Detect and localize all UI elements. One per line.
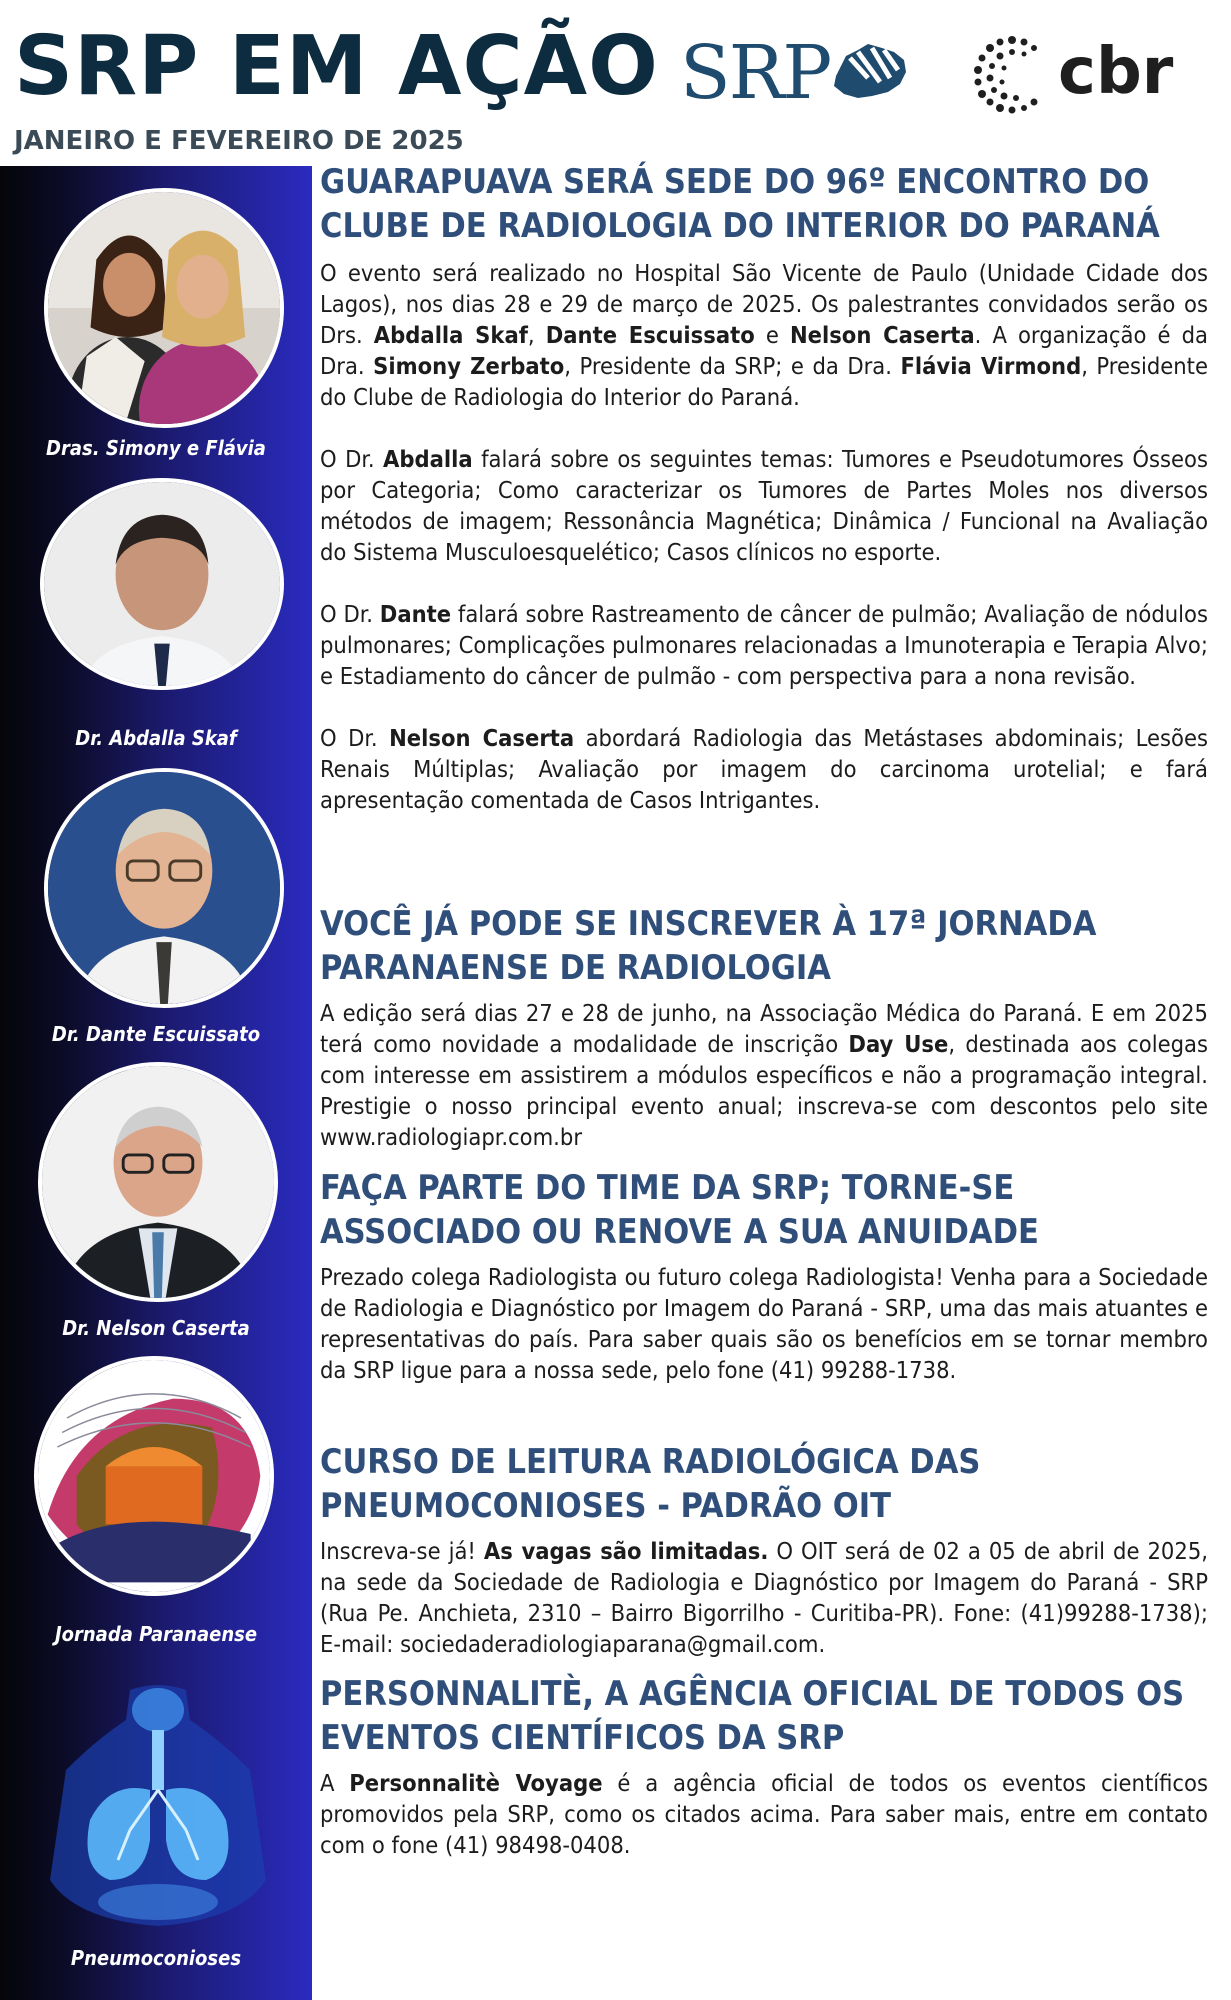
caption-simony-flavia: Dras. Simony e Flávia [46, 436, 266, 460]
cbr-logo-text: cbr [1058, 35, 1174, 109]
photo-dante-escuissato [44, 768, 284, 1008]
caption-nelson-caserta: Dr. Nelson Caserta [62, 1316, 250, 1340]
article-paragraph: O Dr. Abdalla falará sobre os seguintes temas: Tumores e Pseudotumores Ósseos por Categoria; Como caracterizar os Tumores de Partes Moles nos diversos métodos de imagem; Ressonância Magnética; Dinâmica / Funcional na Avaliação do Sistema Musculoesquelético; Casos clínicos no esporte. [320, 445, 1208, 566]
caption-pneumoconioses: Pneumoconioses [70, 1946, 242, 1970]
article-headline: VOCÊ JÁ PODE SE INSCREVER À 17ª JORNADA PARANAENSE DE RADIOLOGIA [320, 904, 1097, 988]
article-paragraph: O evento será realizado no Hospital São Vicente de Paulo (Unidade Cidade dos Lagos), nos dias 28 e 29 de março de 2025. Os palestrantes convidados serão os Drs. Abdalla Skaf, Dante Escuissato e Nelson Caserta. A organização é da Dra. Simony Zerbato, Presidente da SRP; e da Dra. Flávia Virmond, Presidente do Clube de Radiologia do Interior do Paraná. [320, 259, 1209, 411]
article-paragraph: Inscreva-se já! As vagas são limitadas. O OIT será de 02 a 05 de abril de 2025, na sede da Sociedade de Radiologia e Diagnóstico por Imagem do Paraná - SRP (Rua Pe. Anchieta, 2310 – Bairro Bigorrilho - Curitiba-PR). Fone: (41)99288-1738); E-mail: sociedaderadiologiaparana@gmail.com. [320, 1537, 1208, 1658]
lungs-illustration [40, 1680, 276, 1930]
article-paragraph: A edição será dias 27 e 28 de junho, na Associação Médica do Paraná. E em 2025 terá como novidade a modalidade de inscrição Day Use, destinada aos colegas com interesse em assistirem a módulos específicos e não a programação integral. Prestigie o nosso principal evento anual; inscreva-se com descontos pelo site www.radiologiapr.com.br [320, 999, 1208, 1151]
caption-abdalla-skaf: Dr. Abdalla Skaf [75, 726, 237, 750]
article-jornada [320, 902, 1208, 1153]
caption-dante-escuissato: Dr. Dante Escuissato [51, 1022, 261, 1046]
srp-logo-text: SRP [680, 30, 831, 116]
caption-jornada-paranaense: Jornada Paranaense [54, 1622, 258, 1646]
page-header [0, 0, 1231, 166]
article-associado [320, 1166, 1208, 1386]
photo-nelson-caserta [38, 1062, 278, 1302]
photo-jornada-paranaense [34, 1356, 274, 1596]
article-headline: CURSO DE LEITURA RADIOLÓGICA DAS PNEUMOCONIOSES - PADRÃO OIT [320, 1442, 981, 1526]
page-title: SRP EM AÇÃO [14, 19, 659, 114]
parana-map-icon [828, 38, 910, 104]
article-guarapuava [320, 160, 1208, 816]
cbr-logo [970, 30, 1180, 120]
photo-simony-flavia [44, 188, 284, 428]
article-personnalite [320, 1672, 1208, 1861]
article-headline: PERSONNALITÈ, A AGÊNCIA OFICIAL DE TODOS OS EVENTOS CIENTÍFICOS DA SRP [320, 1674, 1185, 1758]
photo-abdalla-skaf [40, 478, 284, 690]
article-headline: FAÇA PARTE DO TIME DA SRP; TORNE-SE ASSOCIADO OU RENOVE A SUA ANUIDADE [320, 1168, 1039, 1252]
article-paragraph: O Dr. Nelson Caserta abordará Radiologia das Metástases abdominais; Lesões Renais Múltiplas; Avaliação por imagem do carcinoma urotelial; e fará apresentação comentada de Casos Intrigantes. [320, 724, 1209, 814]
article-paragraph: A Personnalitè Voyage é a agência oficial de todos os eventos científicos promovidos pela SRP, como os citados acima. Para saber mais, entre em contato com o fone (41) 98498-0408. [320, 1769, 1208, 1859]
cbr-dots-icon [970, 32, 1054, 116]
page-subtitle: JANEIRO E FEVEREIRO DE 2025 [14, 126, 464, 156]
sidebar-photo-column [0, 166, 312, 2000]
article-pneumoconioses [320, 1440, 1208, 1660]
article-paragraph: Prezado colega Radiologista ou futuro colega Radiologista! Venha para a Sociedade de Radiologia e Diagnóstico por Imagem do Paraná - SRP, uma das mais atuantes e representativas do país. Para saber quais são os benefícios em se tornar membro da SRP ligue para a nossa sede, pelo fone (41) 99288-1738. [320, 1263, 1208, 1384]
srp-logo [680, 28, 920, 118]
article-headline: GUARAPUAVA SERÁ SEDE DO 96º ENCONTRO DO CLUBE DE RADIOLOGIA DO INTERIOR DO PARANÁ [320, 162, 1160, 246]
article-paragraph: O Dr. Dante falará sobre Rastreamento de câncer de pulmão; Avaliação de nódulos pulmonares; Complicações pulmonares relacionadas a Imunoterapia e Terapia Alvo; e Estadiamento do câncer de pulmão - com perspectiva para a nona revisão. [320, 600, 1208, 690]
